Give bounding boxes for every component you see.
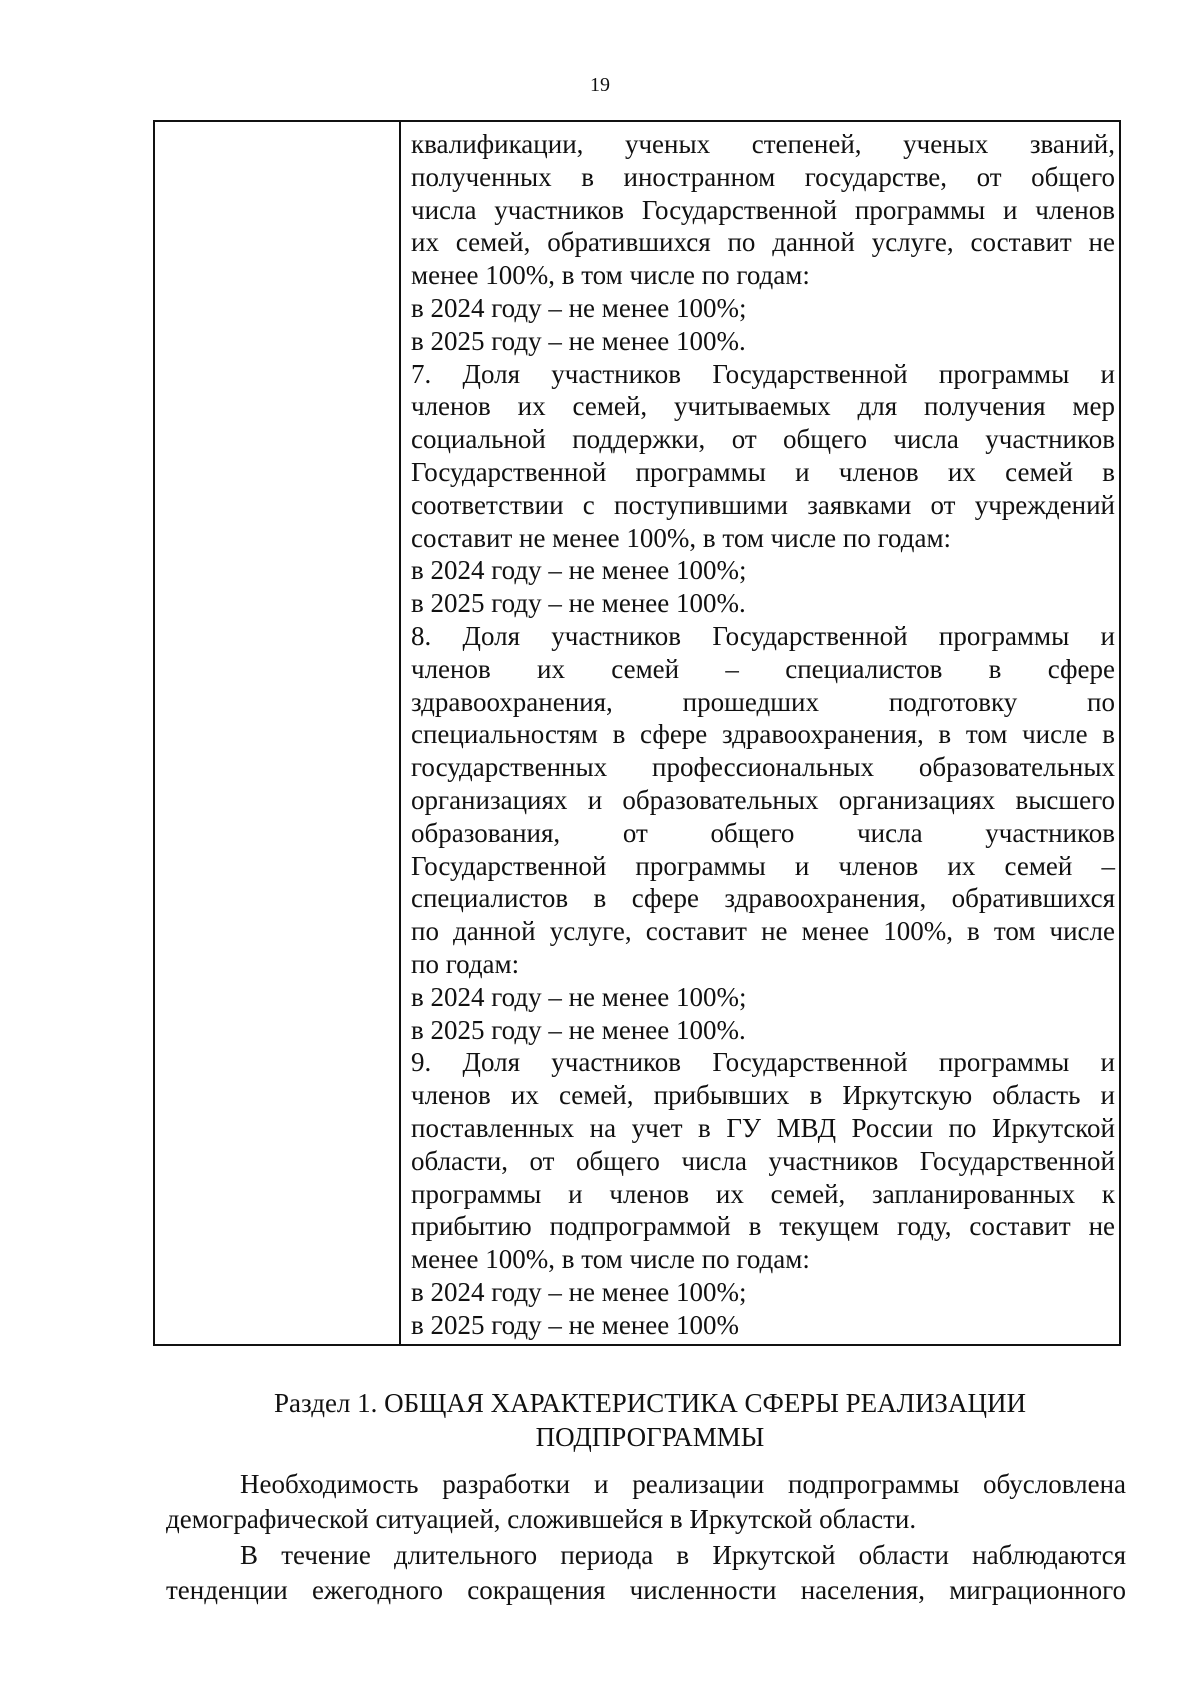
table-cell-line: поставленных на учет в ГУ МВД России по Иркутской xyxy=(411,1112,1115,1143)
paragraph-2-line-2: тенденции ежегодного сокращения численности населения, миграционного xyxy=(166,1575,1126,1605)
table-cell-line: организациях и образовательных организациях высшего xyxy=(411,784,1115,815)
table-cell-line: Государственной программы и членов их семей в xyxy=(411,456,1115,487)
table-cell-line: образования, от общего числа участников xyxy=(411,817,1115,848)
table-cell-line: в 2025 году – не менее 100%. xyxy=(411,588,746,619)
page-number: 19 xyxy=(590,74,610,96)
table-column-divider xyxy=(399,122,401,1344)
table-cell-line: 8. Доля участников Государственной программы и xyxy=(411,620,1115,651)
table-right-cell xyxy=(411,128,1115,1341)
table-cell-line: прибытию подпрограммой в текущем году, составит не xyxy=(411,1211,1115,1242)
indicators-table xyxy=(153,120,1121,1346)
table-cell-line: в 2024 году – не менее 100%; xyxy=(411,292,747,323)
table-cell-line: в 2025 году – не менее 100%. xyxy=(411,325,746,356)
paragraph-2-line-1: В течение длительного периода в Иркутской области наблюдаются xyxy=(240,1540,1126,1570)
table-cell-line: в 2024 году – не менее 100%; xyxy=(411,981,747,1012)
table-cell-line: числа участников Государственной программы и членов xyxy=(411,194,1115,225)
table-cell-line: программы и членов их семей, запланированных к xyxy=(411,1178,1115,1209)
section-title xyxy=(150,1386,1150,1454)
table-cell-line: области, от общего числа участников Государственной xyxy=(411,1145,1115,1176)
table-cell-line: членов их семей, учитываемых для получения мер xyxy=(411,391,1115,422)
table-cell-line: их семей, обратившихся по данной услуге, составит не xyxy=(411,227,1115,258)
section-title-line-2: ПОДПРОГРАММЫ xyxy=(535,1422,765,1452)
table-cell-line: полученных в иностранном государстве, от общего xyxy=(411,161,1115,192)
table-cell-line: 7. Доля участников Государственной программы и xyxy=(411,358,1115,389)
table-cell-line: составит не менее 100%, в том числе по годам: xyxy=(411,522,952,553)
table-cell-line: членов их семей, прибывших в Иркутскую область и xyxy=(411,1080,1115,1111)
table-cell-line: соответствии с поступившими заявками от учреждений xyxy=(411,489,1115,520)
table-cell-line: специальностям в сфере здравоохранения, в том числе в xyxy=(411,719,1115,750)
table-cell-line: социальной поддержки, от общего числа участников xyxy=(411,424,1115,455)
section-title-line-1: Раздел 1. ОБЩАЯ ХАРАКТЕРИСТИКА СФЕРЫ РЕАЛИЗАЦИИ xyxy=(274,1388,1026,1418)
paragraph-1 xyxy=(166,1467,1126,1537)
table-cell-line: 9. Доля участников Государственной программы и xyxy=(411,1047,1115,1078)
paragraph-1-line-1: Необходимость разработки и реализации подпрограммы обусловлена xyxy=(240,1469,1126,1499)
table-cell-line: по годам: xyxy=(411,948,520,979)
table-cell-line: Государственной программы и членов их семей – xyxy=(411,850,1115,881)
table-cell-line: здравоохранения, прошедших подготовку по xyxy=(411,686,1115,717)
table-cell-line: менее 100%, в том числе по годам: xyxy=(411,1244,810,1275)
table-cell-line: членов их семей – специалистов в сфере xyxy=(411,653,1115,684)
table-cell-line: в 2025 году – не менее 100%. xyxy=(411,1014,746,1045)
table-cell-line: по данной услуге, составит не менее 100%, в том числе xyxy=(411,916,1115,947)
table-cell-line: в 2024 году – не менее 100%; xyxy=(411,555,747,586)
table-cell-line: государственных профессиональных образовательных xyxy=(411,752,1115,783)
table-cell-line: специалистов в сфере здравоохранения, обратившихся xyxy=(411,883,1115,914)
table-cell-line: менее 100%, в том числе по годам: xyxy=(411,260,810,291)
paragraph-2 xyxy=(166,1538,1126,1608)
paragraph-1-line-2: демографической ситуацией, сложившейся в Иркутской области. xyxy=(166,1504,917,1534)
table-cell-line: квалификации, ученых степеней, ученых званий, xyxy=(411,129,1115,159)
table-cell-line: в 2024 году – не менее 100%; xyxy=(411,1276,747,1307)
table-cell-line: в 2025 году – не менее 100% xyxy=(411,1309,740,1340)
